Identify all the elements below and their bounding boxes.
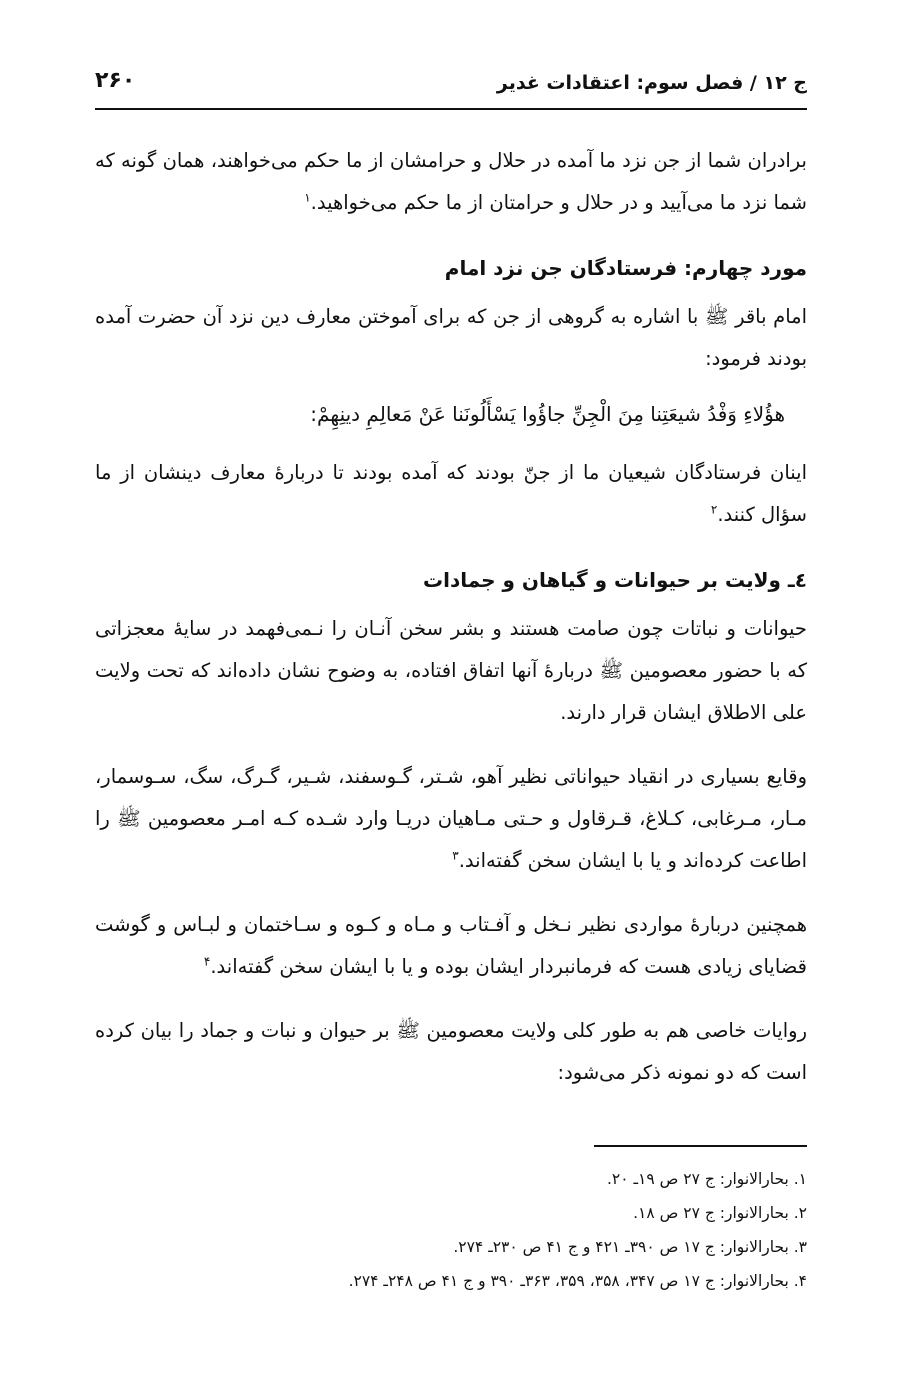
footnotes xyxy=(95,1162,807,1298)
main-text xyxy=(95,140,807,1094)
paragraph-2: امام باقر ﷺ با اشاره به گروهی از جن که برای آموختن معارف دین نزد آن حضرت آمده بودند فرمود: xyxy=(95,305,807,370)
running-head: ج ۱۲ / فصل سوم: اعتقادات غدیر xyxy=(496,72,807,94)
footnote-2: ۲. بحارالانوار: ج ۲۷ ص ۱۸. xyxy=(633,1204,807,1222)
footnote-ref-4[interactable]: ۴ xyxy=(203,954,211,969)
page-number: ۲۶۰ xyxy=(95,68,136,93)
paragraph-4: حیوانات و نباتات چون صامت هستند و بشر سخن آنـان را نـمی‌فهمد در سایۀ معجزاتی که با حضور معصومین ﷺ دربارۀ آنها اتفاق افتاده، به وضوح نشان داده‌اند که تحت ولایت علی الاطلاق ایشان قرار دارند. xyxy=(95,617,807,724)
footnote-3: ۳. بحارالانوار: ج ۱۷ ص ۳۹۰ـ ۴۲۱ و ج ۴۱ ص ۲۳۰ـ ۲۷۴. xyxy=(453,1238,807,1256)
footnote-ref-1[interactable]: ۱ xyxy=(304,190,311,205)
page-header xyxy=(95,60,807,110)
footnote-separator xyxy=(594,1145,807,1147)
footnote-4: ۴. بحارالانوار: ج ۱۷ ص ۳۴۷، ۳۵۸، ۳۵۹، ۳۶۳ـ ۳۹۰ و ج ۴۱ ص ۲۴۸ـ ۲۷۴. xyxy=(348,1272,807,1290)
footnote-1: ۱. بحارالانوار: ج ۲۷ ص ۱۹ـ ۲۰. xyxy=(606,1170,807,1188)
paragraph-7: روایات خاصی هم به طور کلی ولایت معصومین ﷺ بر حیوان و نبات و جماد را بیان کرده است که دو نمونه ذکر می‌شود: xyxy=(95,1019,807,1084)
footnote-ref-2[interactable]: ۲ xyxy=(710,502,718,517)
footnote-ref-3[interactable]: ۳ xyxy=(452,848,459,863)
paragraph-3: اینان فرستادگان شیعیان ما از جنّ بودند که آمده بودند تا دربارۀ معارف دینشان از ما سؤال کنند.$^۲$ xyxy=(95,461,807,526)
paragraph-6: همچنین دربارۀ مواردی نظیر نـخل و آفـتاب و مـاه و کـوه و سـاختمان و لبـاس و گوشت قضایای زیادی هست که فرمانبردار ایشان بوده و یا با ایشان سخن گفته‌اند.$^۴$ xyxy=(95,913,807,978)
section-heading-2: ٤ـ ولایت بر حیوانات و گیاهان و جمادات xyxy=(422,568,807,592)
paragraph-1: برادران شما از جن نزد ما آمده در حلال و حرامشان از ما حکم می‌خواهند، همان گونه که شما نزد ما می‌آیید و در حلال و حرامتان از ما حکم می‌خواهید.$^۱$ xyxy=(95,149,807,214)
arabic-quote: هؤُلاءِ وَفْدُ شیعَتِنا مِنَ الْجِنِّ جاؤُوا یَسْأَلُونَنا عَنْ مَعالِمِ دینِهِمْ: xyxy=(310,402,785,426)
section-heading-1: مورد چهارم: فرستادگان جن نزد امام xyxy=(444,256,807,280)
paragraph-5: وقایع بسیاری در انقیاد حیواناتی نظیر آهو، شـتر، گـوسفند، شـیر، گـرگ، سگ، سـوسمار، مـار، مـرغابی، کـلاغ، قـرقاول و حـتی مـاهیان دریـا وارد شـده کـه امـر معصومین ﷺ را اطاعت کرده‌اند و یا با ایشان سخن گفته‌اند.$^۳$ xyxy=(95,765,807,872)
